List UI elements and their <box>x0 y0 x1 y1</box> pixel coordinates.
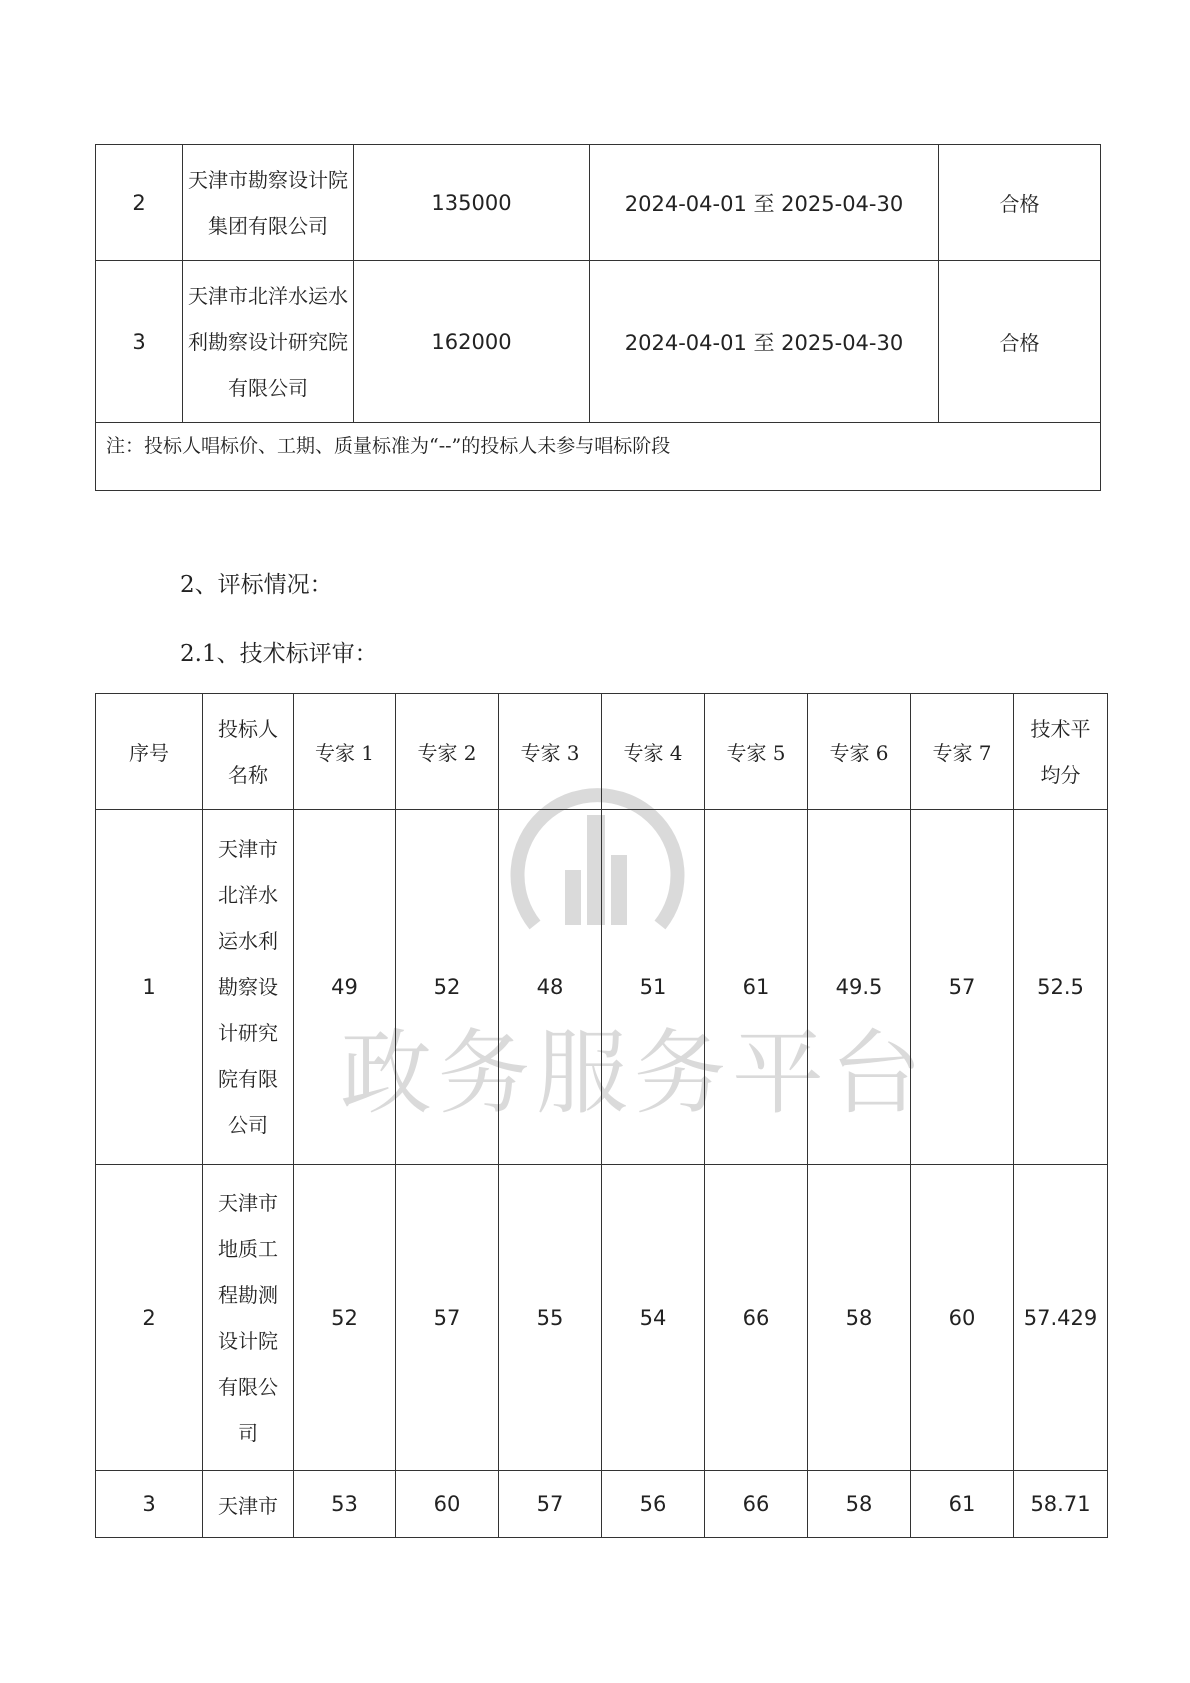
table-row <box>96 145 1101 261</box>
tech-average-score: 52.5 <box>1014 810 1108 1165</box>
section-heading-evaluation: 2、评标情况： <box>180 572 333 598</box>
expert-7-score: 61 <box>911 1471 1014 1538</box>
table-row <box>96 1471 1108 1538</box>
header-expert-1: 专家 1 <box>294 694 396 810</box>
bidder-name: 天津市北洋水运水利勘察设计研究院有限公司 <box>203 810 294 1165</box>
tech-average-score: 57.429 <box>1014 1165 1108 1471</box>
bid-opening-table <box>95 144 1101 491</box>
bidder-name: 天津市地质工程勘测设计院有限公司 <box>203 1165 294 1471</box>
bidder-no: 2 <box>96 1165 203 1471</box>
note-row <box>96 423 1101 491</box>
expert-7-score: 57 <box>911 810 1014 1165</box>
tech-average-score: 58.71 <box>1014 1471 1108 1538</box>
expert-7-score: 60 <box>911 1165 1014 1471</box>
bid-quality: 合格 <box>939 145 1101 261</box>
bid-quality: 合格 <box>939 261 1101 423</box>
table-note: 注：投标人唱标价、工期、质量标准为“--”的投标人未参与唱标阶段 <box>96 423 1101 491</box>
bidder-no: 3 <box>96 261 183 423</box>
header-expert-3: 专家 3 <box>499 694 602 810</box>
watermark-text: 政务服务平台 <box>340 1020 929 1127</box>
bidder-no: 3 <box>96 1471 203 1538</box>
expert-2-score: 52 <box>396 810 499 1165</box>
bid-price: 135000 <box>354 145 590 261</box>
header-tech-average: 技术平均分 <box>1014 694 1108 810</box>
header-expert-4: 专家 4 <box>602 694 705 810</box>
header-expert-2: 专家 2 <box>396 694 499 810</box>
expert-3-score: 48 <box>499 810 602 1165</box>
header-expert-6: 专家 6 <box>808 694 911 810</box>
section-heading-technical-review: 2.1、技术标评审： <box>180 641 378 667</box>
bid-price: 162000 <box>354 261 590 423</box>
expert-1-score: 49 <box>294 810 396 1165</box>
expert-6-score: 58 <box>808 1471 911 1538</box>
bidder-no: 2 <box>96 145 183 261</box>
header-no: 序号 <box>96 694 203 810</box>
bid-period: 2024-04-01 至 2025-04-30 <box>590 145 939 261</box>
expert-2-score: 57 <box>396 1165 499 1471</box>
table-row <box>96 261 1101 423</box>
table-row <box>96 1165 1108 1471</box>
expert-3-score: 55 <box>499 1165 602 1471</box>
expert-4-score: 51 <box>602 810 705 1165</box>
expert-4-score: 54 <box>602 1165 705 1471</box>
bid-period: 2024-04-01 至 2025-04-30 <box>590 261 939 423</box>
expert-2-score: 60 <box>396 1471 499 1538</box>
header-bidder-name: 投标人名称 <box>203 694 294 810</box>
expert-1-score: 52 <box>294 1165 396 1471</box>
bidder-name: 天津市勘察设计院集团有限公司 <box>183 145 354 261</box>
expert-5-score: 66 <box>705 1165 808 1471</box>
table-header-row <box>96 694 1108 810</box>
expert-5-score: 66 <box>705 1471 808 1538</box>
bidder-no: 1 <box>96 810 203 1165</box>
header-expert-7: 专家 7 <box>911 694 1014 810</box>
expert-4-score: 56 <box>602 1471 705 1538</box>
bidder-name: 天津市北洋水运水利勘察设计研究院有限公司 <box>183 261 354 423</box>
header-expert-5: 专家 5 <box>705 694 808 810</box>
expert-3-score: 57 <box>499 1471 602 1538</box>
expert-5-score: 61 <box>705 810 808 1165</box>
expert-6-score: 49.5 <box>808 810 911 1165</box>
expert-6-score: 58 <box>808 1165 911 1471</box>
bidder-name: 天津市 <box>203 1471 294 1538</box>
table-row <box>96 810 1108 1165</box>
expert-1-score: 53 <box>294 1471 396 1538</box>
technical-score-table <box>95 693 1108 1538</box>
